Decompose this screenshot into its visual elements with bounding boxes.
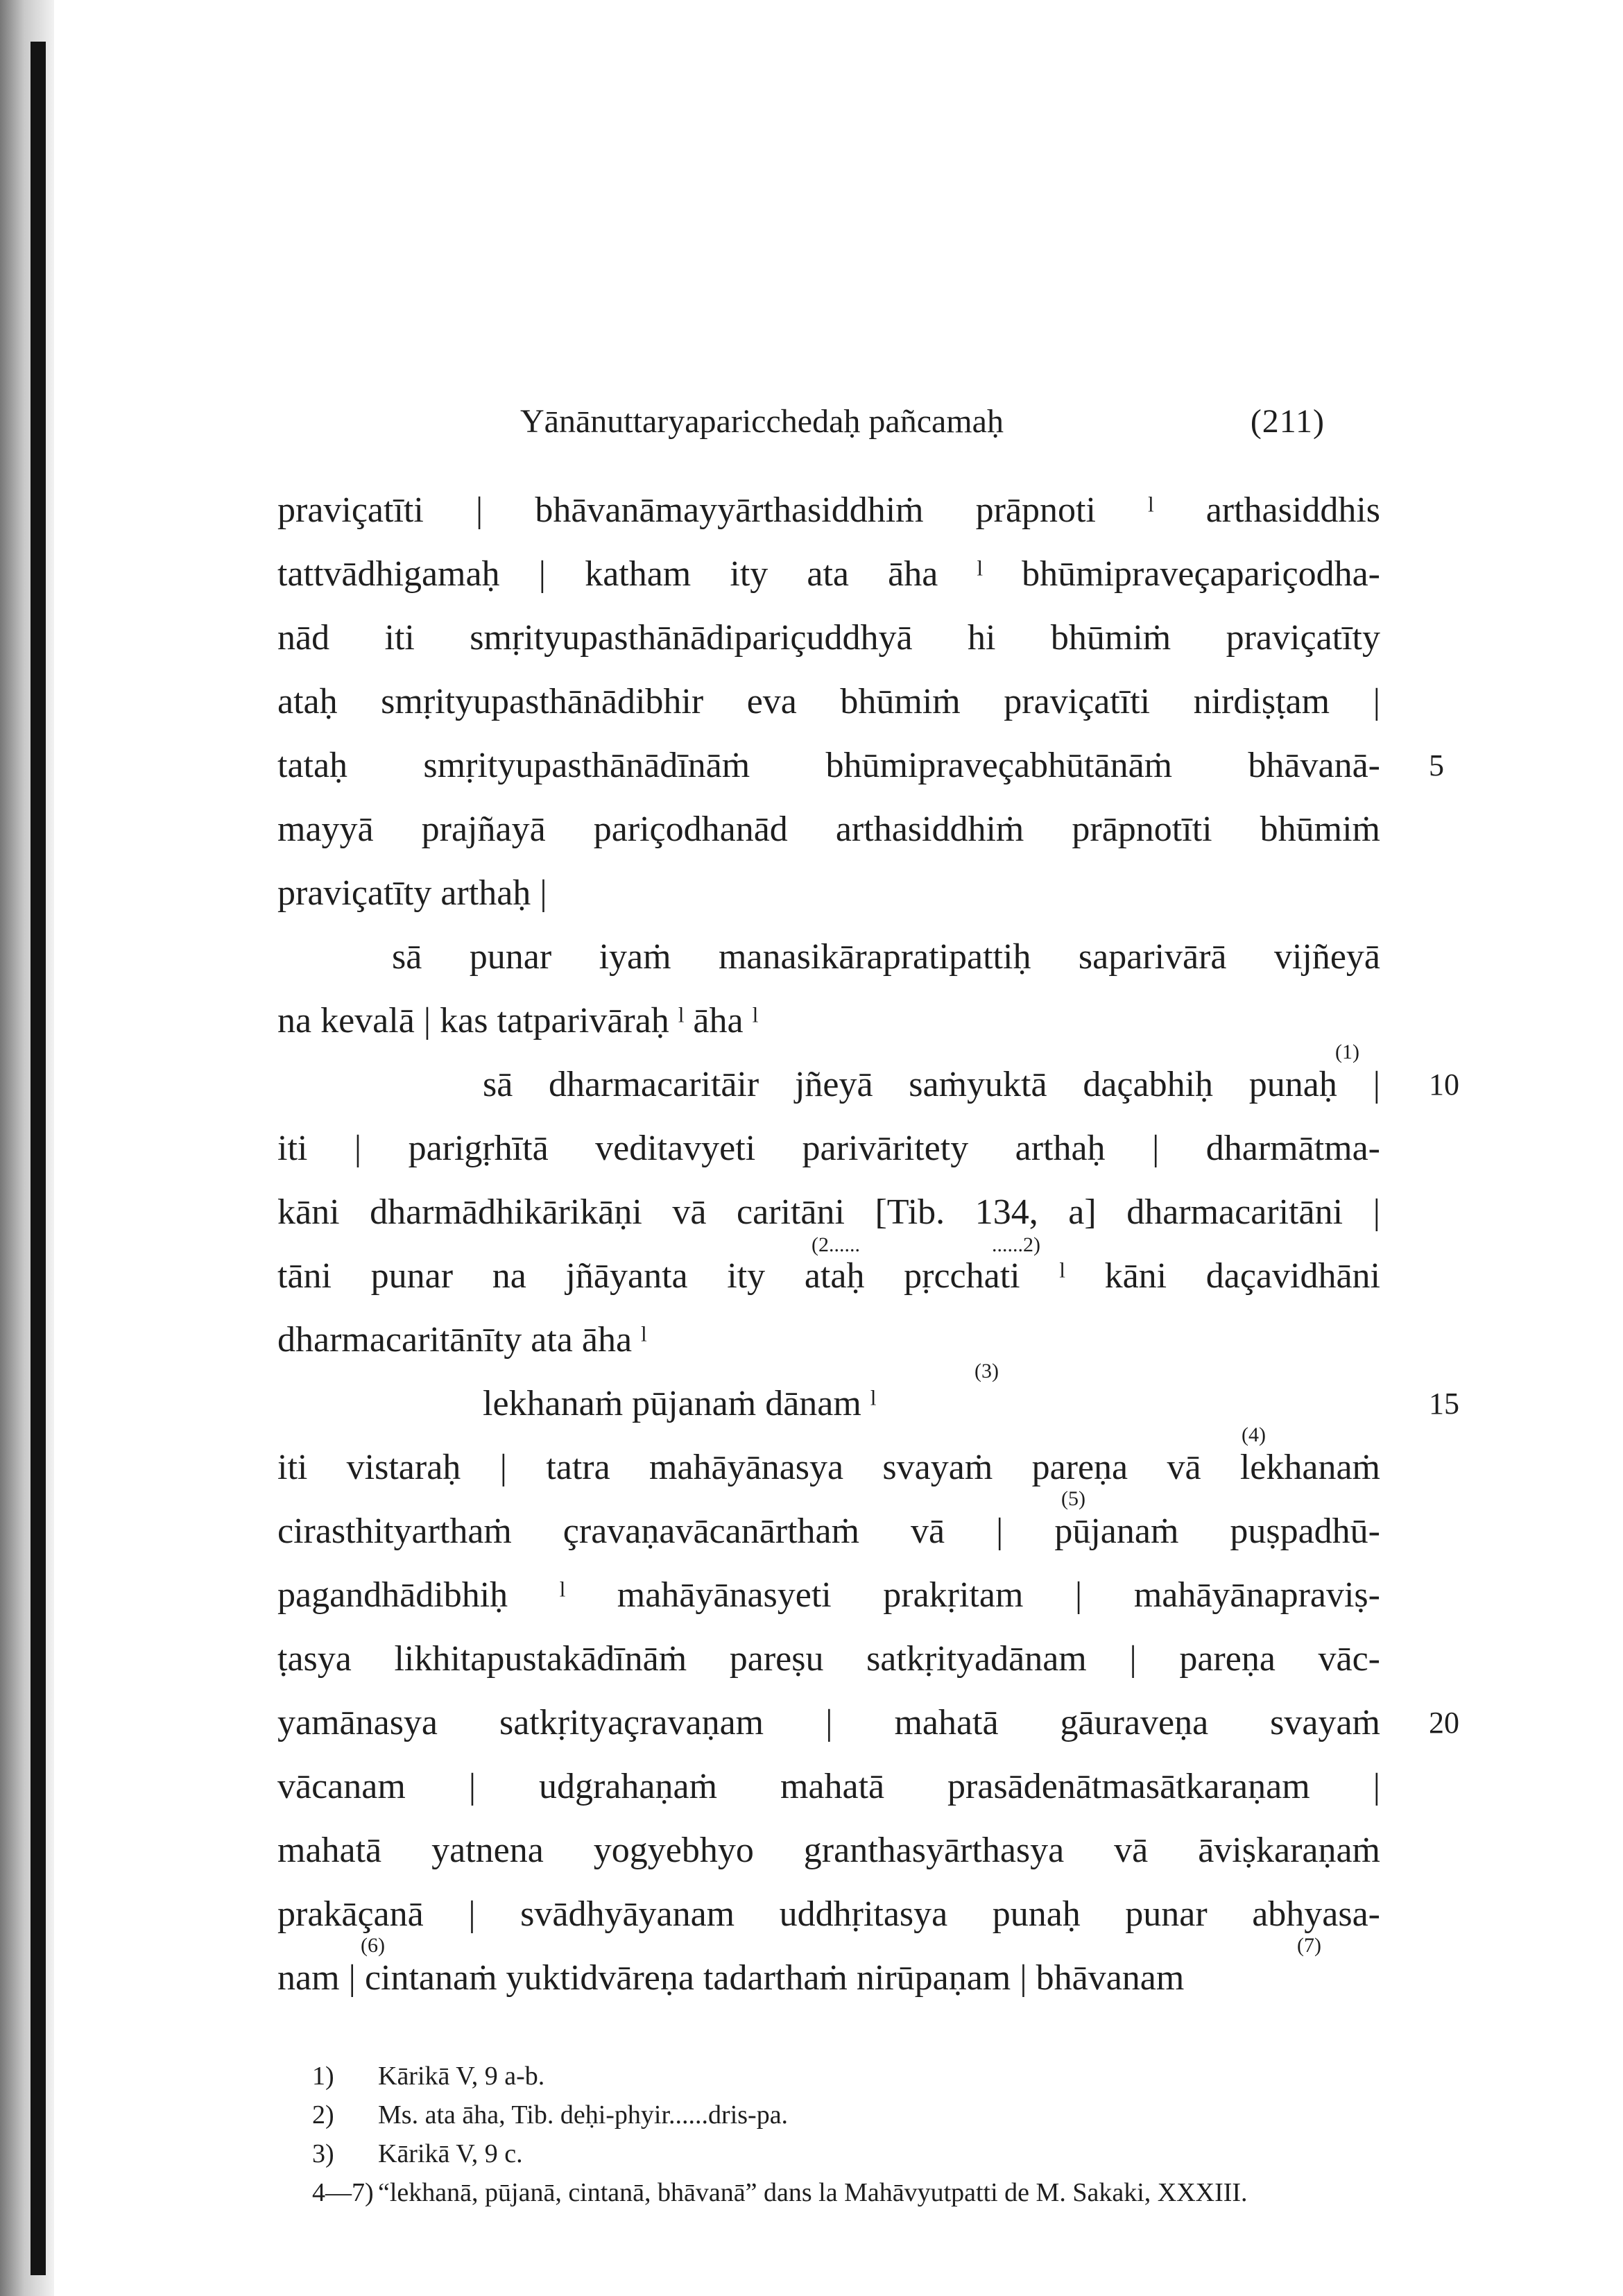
text-line-2: tattvādhigamaḥ | katham ity ata āha ˡ bhūmipraveçapariçodha- <box>277 554 1380 594</box>
footnote-text: Ms. ata āha, Tib. deḥi-phyir......dris-pa. <box>378 2100 789 2130</box>
footnote-text: “lekhanā, pūjanā, cintanā, bhāvanā” dans la Mahāvyutpatti de M. Sakaki, XXXIII. <box>378 2178 1248 2207</box>
footnote-1 <box>312 2057 1380 2096</box>
text-line-1: praviçatīti | bhāvanāmayyārthasiddhiṁ prāpnoti ˡ arthasiddhis <box>277 490 1380 530</box>
karika-verse-2: lekhanaṁ pūjanaṁ dānam ˡ <box>483 1384 877 1423</box>
text-line-16: iti vistaraḥ | tatra mahāyānasya svayaṁ pareṇa vā lekhanaṁ <box>277 1448 1380 1487</box>
text-line-9: na kevalā | kas tatparivāraḥ ˡ āha ˡ <box>277 1001 759 1040</box>
text-line-21: vācanam | udgrahaṇaṁ mahatā prasādenātmasātkaraṇam | <box>277 1767 1380 1806</box>
book-binding-shadow <box>31 42 46 2275</box>
text-line-17: cirasthityarthaṁ çravaṇavācanārthaṁ vā | pūjanaṁ puṣpadhū- <box>277 1511 1380 1551</box>
footnote-4 <box>312 2173 1380 2212</box>
note-marker-4: (4) <box>1242 1423 1266 1446</box>
note-marker-3: (3) <box>974 1360 999 1382</box>
text-line-22: mahatā yatnena yogyebhyo granthasyārthasya vā āviṣkaraṇaṁ <box>277 1831 1380 1870</box>
text-line-23: prakāçanā | svādhyāyanam uddhṛitasya punaḥ punar abhyasa- <box>277 1894 1380 1934</box>
footnote-2 <box>312 2096 1380 2134</box>
note-marker-2-open: (2...... <box>812 1233 860 1256</box>
note-marker-7: (7) <box>1297 1934 1321 1957</box>
footnote-number: 4—7) <box>312 2178 374 2207</box>
footnote-number: 3) <box>312 2139 334 2168</box>
text-line-4: ataḥ smṛityupasthānādibhir eva bhūmiṁ praviçatīti nirdiṣṭam | <box>277 682 1380 721</box>
footnote-text: Kārikā V, 9 c. <box>378 2139 523 2168</box>
text-line-3: nād iti smṛityupasthānādipariçuddhyā hi bhūmiṁ praviçatīty <box>277 618 1380 658</box>
text-line-6: mayyā prajñayā pariçodhanād arthasiddhiṁ prāpnotīti bhūmiṁ <box>277 809 1380 849</box>
margin-line-number-5: 5 <box>1429 748 1444 782</box>
text-line-8: sā punar iyaṁ manasikārapratipattiḥ saparivārā vijñeyā <box>392 937 1380 977</box>
note-marker-1: (1) <box>1335 1040 1359 1063</box>
text-line-12: kāni dharmādhikārikāṇi vā caritāni [Tib. 134, a] dharmacaritāni | <box>277 1192 1380 1232</box>
footnote-text: Kārikā V, 9 a-b. <box>378 2062 545 2091</box>
text-line-7: praviçatīty arthaḥ | <box>277 873 547 913</box>
text-line-13: tāni punar na jñāyanta ity ataḥ pṛcchati ˡ kāni daçavidhāni <box>277 1256 1380 1296</box>
margin-line-number-20: 20 <box>1429 1706 1459 1740</box>
text-line-20: yamānasya satkṛityaçravaṇam | mahatā gāuraveṇa svayaṁ <box>277 1703 1380 1742</box>
text-line-18: pagandhādibhiḥ ˡ mahāyānasyeti prakṛitam | mahāyānapraviṣ- <box>277 1575 1380 1615</box>
page-number: (211) <box>1250 403 1325 440</box>
footnote-3 <box>312 2134 1380 2173</box>
text-line-5: tataḥ smṛityupasthānādīnāṁ bhūmipraveçabhūtānāṁ bhāvanā- <box>277 746 1380 785</box>
margin-line-number-15: 15 <box>1429 1387 1459 1421</box>
text-line-24: nam | cintanaṁ yuktidvāreṇa tadarthaṁ nirūpaṇam | bhāvanam <box>277 1958 1185 1998</box>
karika-verse-1: sā dharmacaritāir jñeyā saṁyuktā daçabhiḥ punaḥ | <box>483 1065 1380 1104</box>
running-header <box>513 394 1373 449</box>
footnote-number: 2) <box>312 2100 334 2130</box>
footnote-number: 1) <box>312 2062 334 2091</box>
margin-line-number-10: 10 <box>1429 1068 1459 1102</box>
footnotes <box>312 2057 1380 2212</box>
book-binding-edge <box>0 0 54 2296</box>
note-marker-2-close: ......2) <box>992 1233 1040 1256</box>
text-line-19: ṭasya likhitapustakādīnāṁ pareṣu satkṛityadānam | pareṇa vāc- <box>277 1639 1380 1679</box>
note-marker-5: (5) <box>1061 1487 1085 1510</box>
text-line-14: dharmacaritānīty ata āha ˡ <box>277 1320 647 1360</box>
note-marker-6: (6) <box>361 1934 385 1957</box>
running-title: Yānānuttaryaparicchedaḥ pañcamaḥ <box>520 403 1004 440</box>
text-line-11: iti | parigṛhītā veditavyeti parivāritety arthaḥ | dharmātma- <box>277 1129 1380 1168</box>
